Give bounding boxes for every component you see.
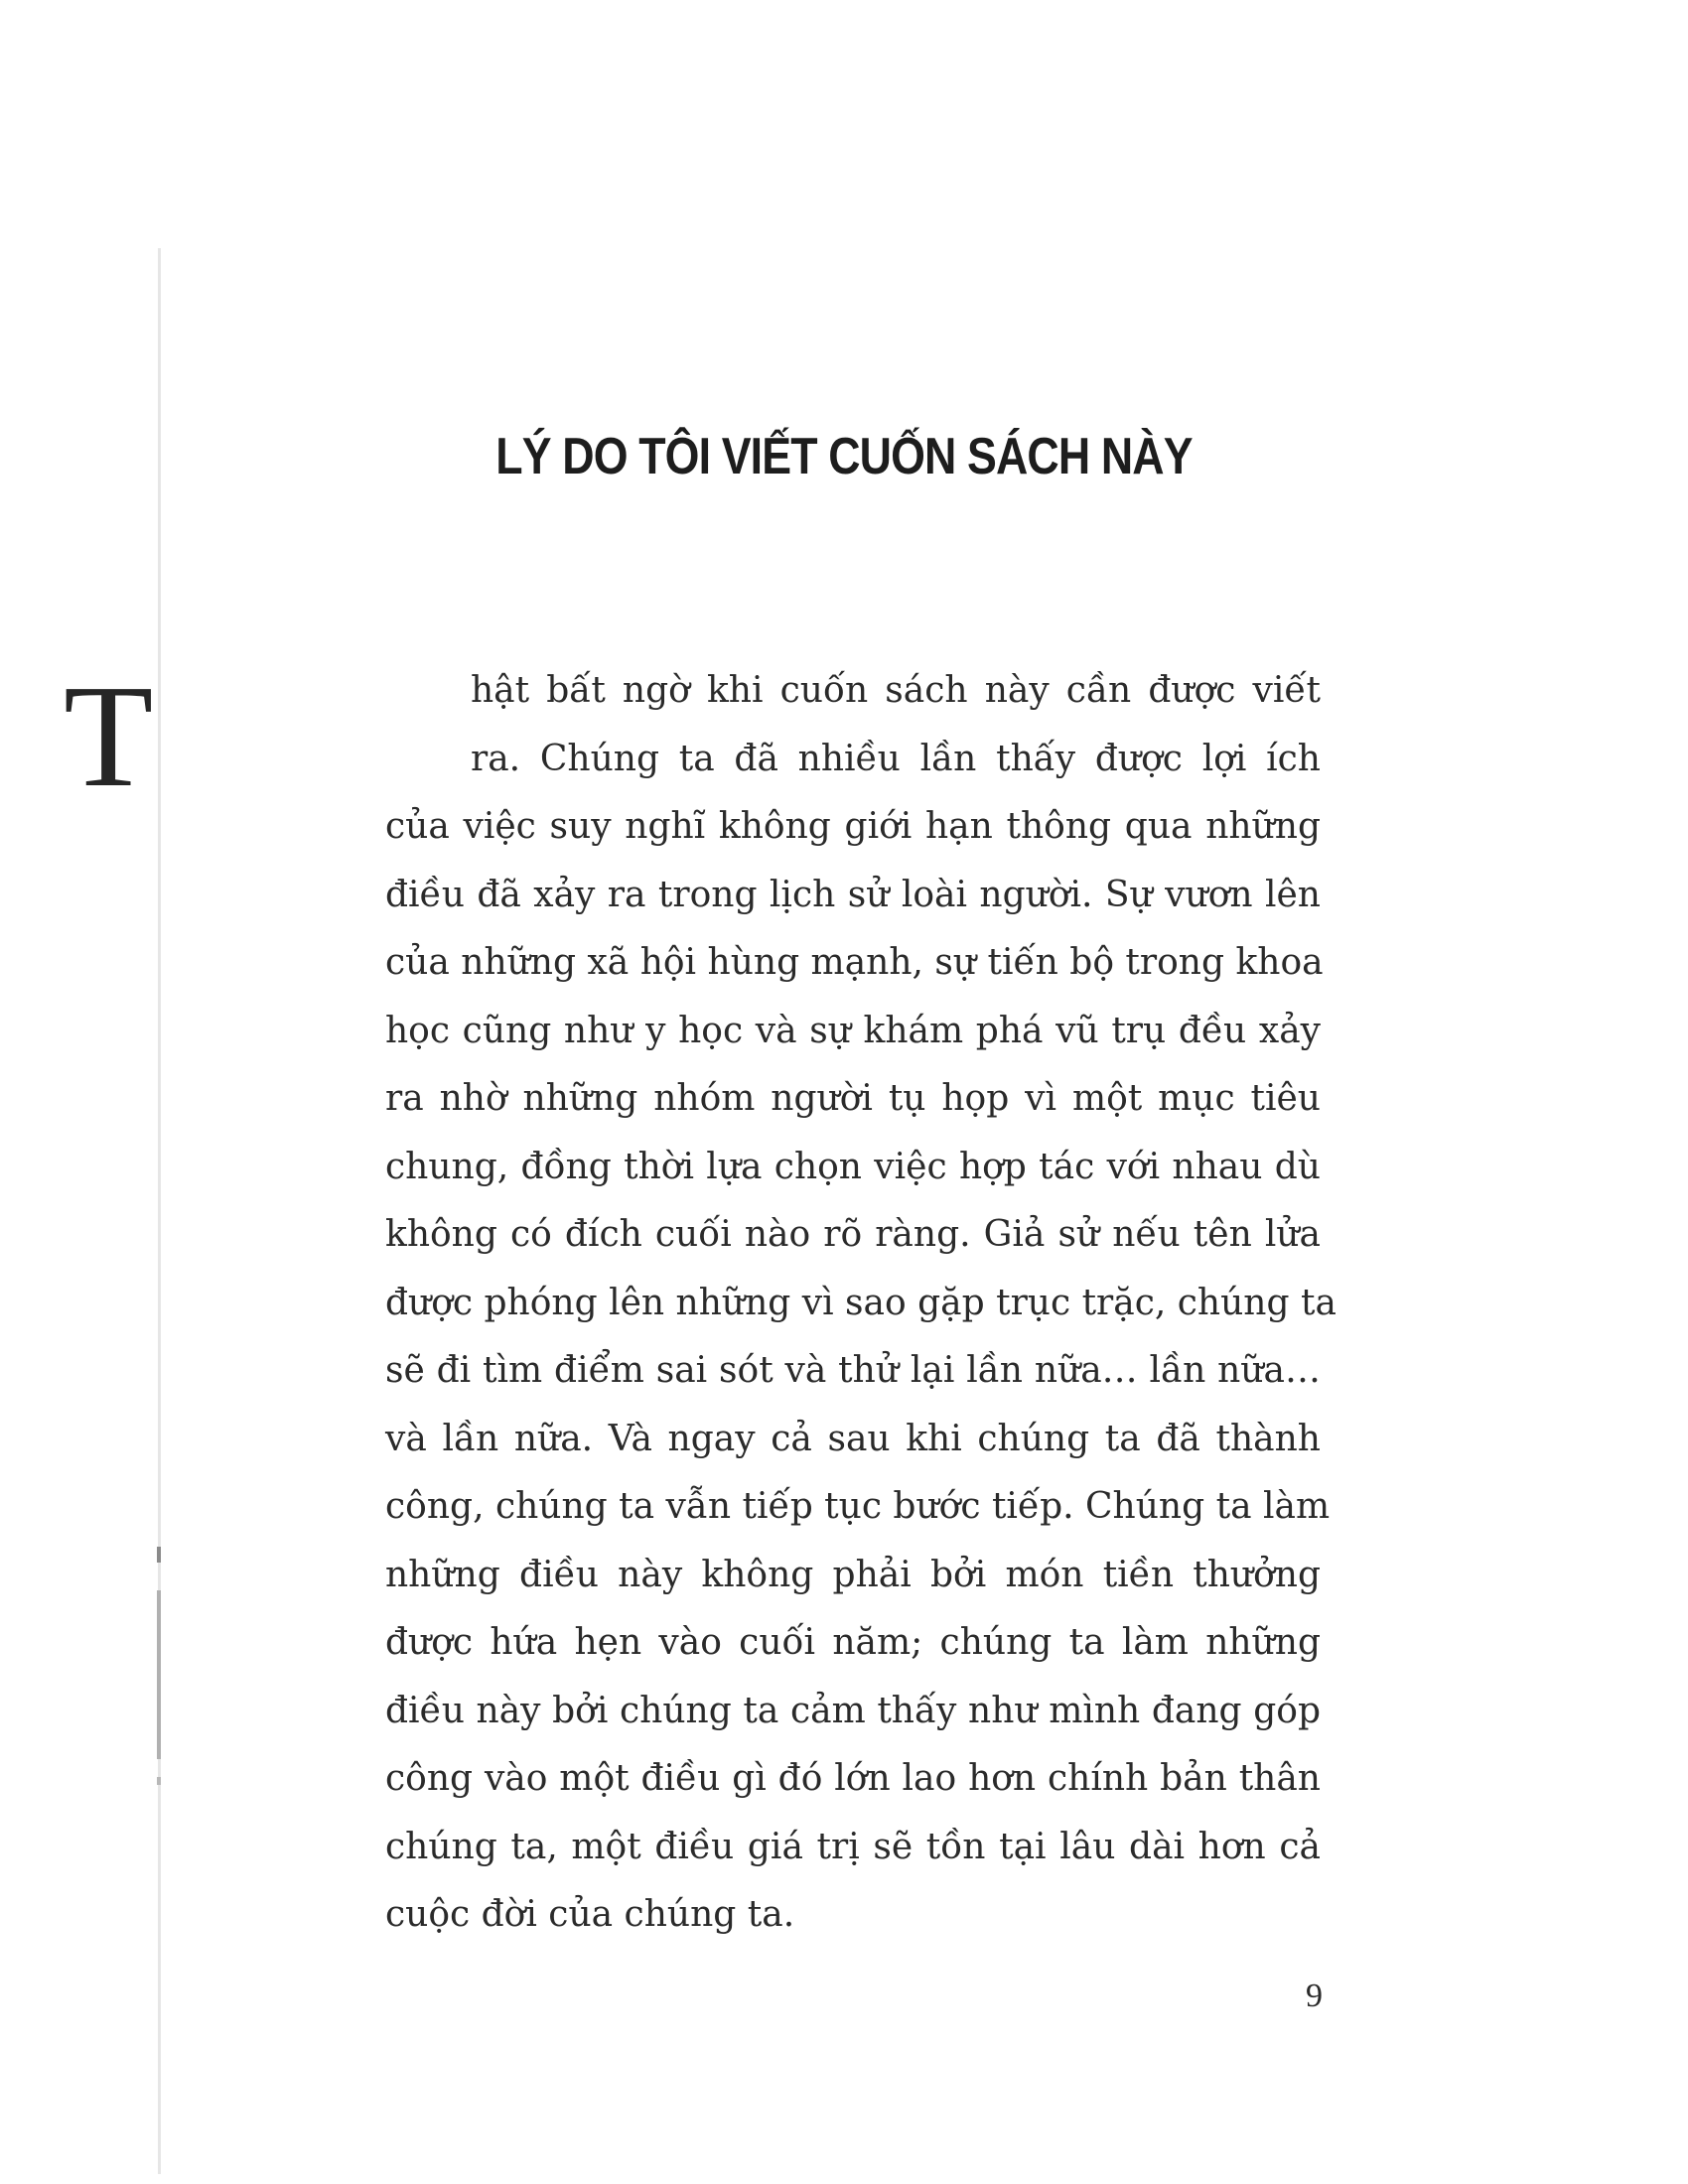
- text-line: công, chúng ta vẫn tiếp tục bước tiếp. Chúng ta làm: [385, 1486, 1331, 1527]
- text-line: không có đích cuối nào rõ ràng. Giả sử nếu tên lửa: [385, 1214, 1321, 1255]
- drop-cap: T: [64, 655, 154, 818]
- chapter-title: LÝ DO TÔI VIẾT CUỐN SÁCH NÀY: [495, 428, 1193, 485]
- body-paragraph: [385, 657, 1336, 1950]
- text-line: và lần nữa. Và ngay cả sau khi chúng ta đã thành: [385, 1418, 1321, 1459]
- text-line: của những xã hội hùng mạnh, sự tiến bộ trong khoa: [385, 942, 1324, 983]
- page-number: 9: [1306, 1978, 1323, 2014]
- text-line: được phóng lên những vì sao gặp trục trặc, chúng ta: [385, 1282, 1336, 1323]
- text-line: học cũng như y học và sự khám phá vũ trụ đều xảy: [385, 1010, 1321, 1051]
- text-line: cuộc đời của chúng ta.: [385, 1894, 795, 1935]
- text-line: hật bất ngờ khi cuốn sách này cần được viết: [471, 670, 1321, 711]
- text-line: những điều này không phải bởi món tiền thưởng: [385, 1554, 1321, 1595]
- text-line: sẽ đi tìm điểm sai sót và thử lại lần nữa… lần nữa…: [385, 1350, 1321, 1391]
- text-line: chung, đồng thời lựa chọn việc hợp tác với nhau dù: [385, 1146, 1321, 1187]
- text-line: ra. Chúng ta đã nhiều lần thấy được lợi ích: [471, 738, 1321, 779]
- text-line: chúng ta, một điều giá trị sẽ tồn tại lâu dài hơn cả: [385, 1826, 1321, 1867]
- text-line: của việc suy nghĩ không giới hạn thông qua những: [385, 806, 1321, 847]
- scan-edge-mark: [157, 1777, 161, 1785]
- scan-edge-mark: [157, 1547, 161, 1563]
- scan-edge-line: [158, 248, 161, 2174]
- text-line: điều đã xảy ra trong lịch sử loài người. Sự vươn lên: [385, 874, 1321, 915]
- scan-edge-mark: [157, 1590, 161, 1759]
- text-line: điều này bởi chúng ta cảm thấy như mình đang góp: [385, 1690, 1321, 1731]
- text-line: ra nhờ những nhóm người tụ họp vì một mục tiêu: [385, 1078, 1321, 1119]
- text-line: được hứa hẹn vào cuối năm; chúng ta làm những: [385, 1622, 1321, 1663]
- text-line: công vào một điều gì đó lớn lao hơn chính bản thân: [385, 1758, 1321, 1799]
